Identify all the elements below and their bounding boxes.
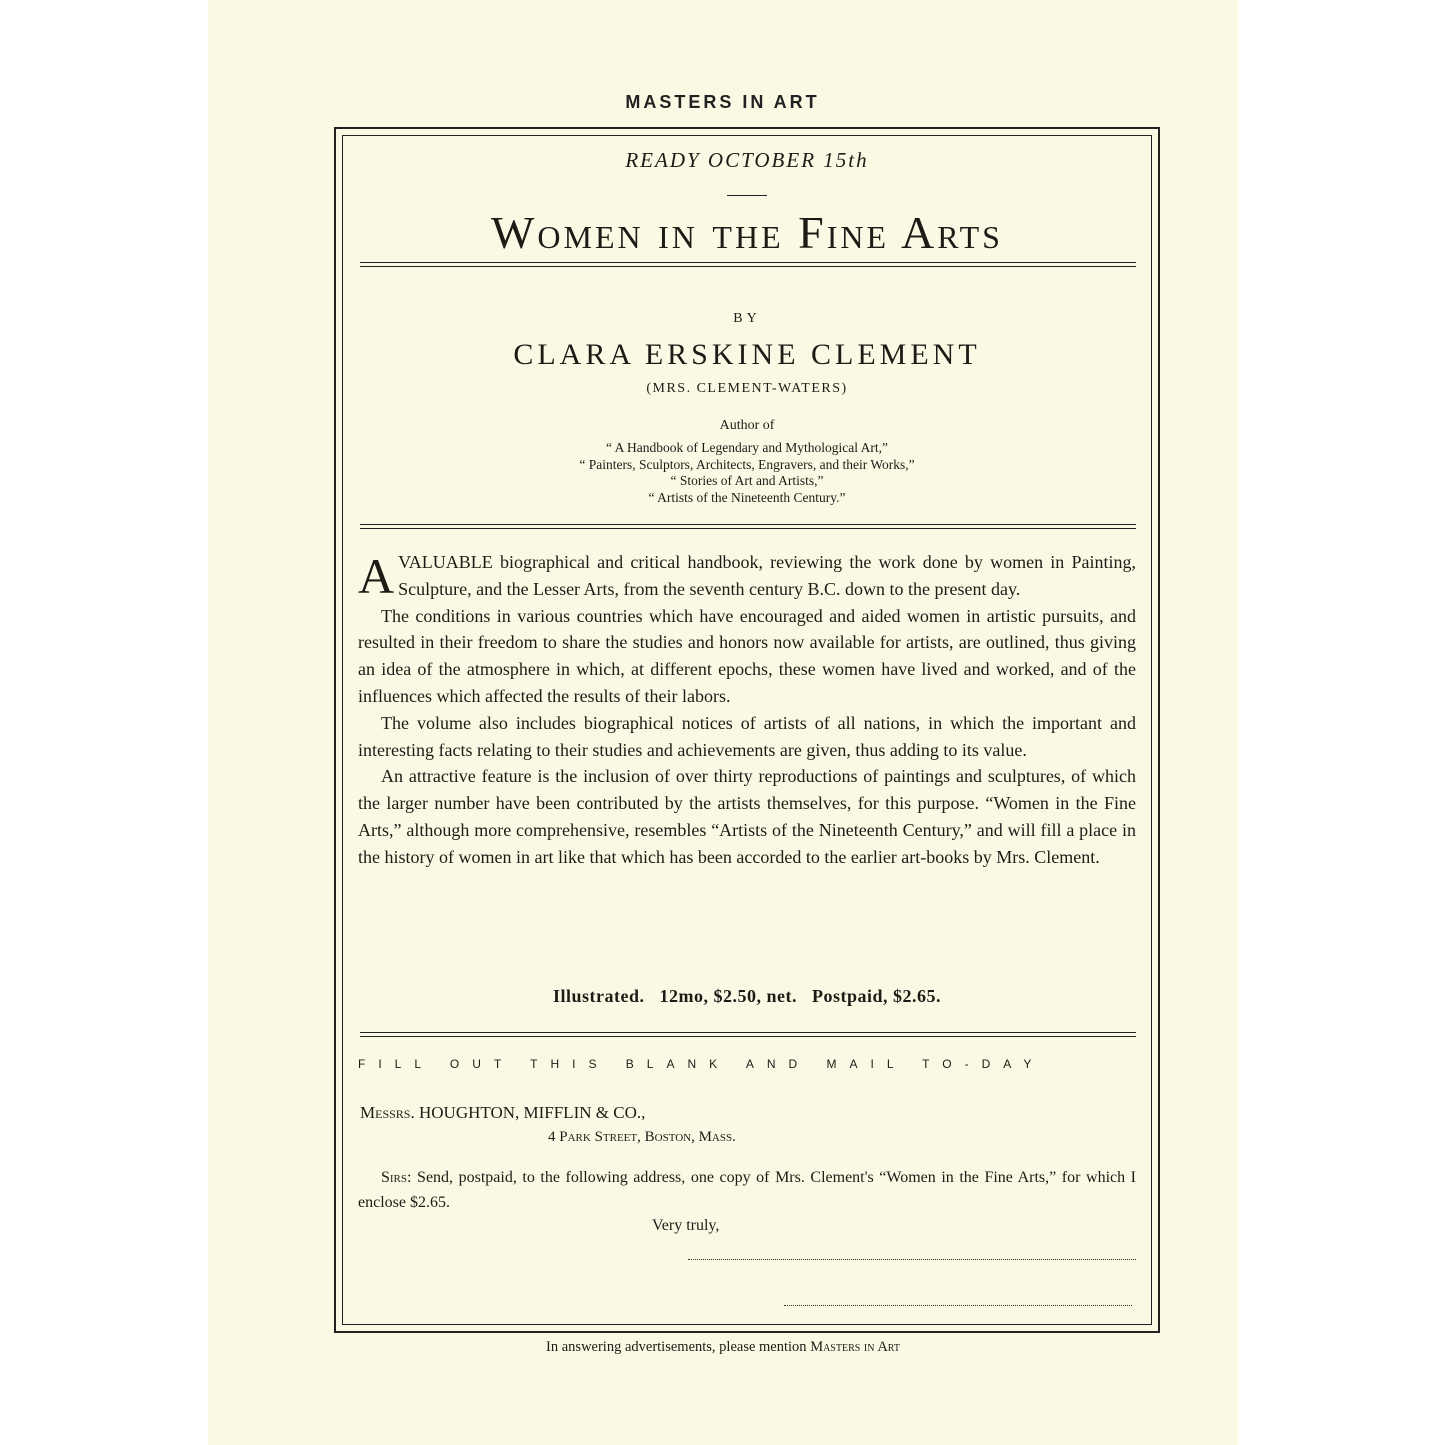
previous-work: “ Painters, Sculptors, Architects, Engravers, and their Works,” xyxy=(579,456,915,472)
closing-salutation: Very truly, xyxy=(652,1217,720,1234)
publisher-name: HOUGHTON, MIFFLIN & CO., xyxy=(418,1103,646,1122)
description-body xyxy=(358,549,1136,871)
footer-publication: Masters in Art xyxy=(810,1339,900,1355)
price-line: Illustrated. 12mo, $2.50, net. Postpaid, $2.65. xyxy=(552,986,941,1006)
page-header: MASTERS IN ART xyxy=(625,92,820,112)
previous-work: “ A Handbook of Legendary and Mythological Art,” xyxy=(606,440,888,455)
description-paragraph: The conditions in various countries which have encouraged and aided women in artistic pursuits, and resulted in their freedom to share the studies and honors now available for artists, are outlined, thus giving an idea of the atmosphere in which, at different epochs, these women have lived and worked, and of the influences which affected the results of their labors. xyxy=(358,605,1136,706)
drop-cap: A xyxy=(358,548,395,604)
short-divider xyxy=(727,195,767,196)
order-divider xyxy=(360,1032,1136,1037)
previous-works-list xyxy=(342,440,1152,506)
footer-text: In answering advertisements, please mention xyxy=(546,1339,807,1355)
footer-note xyxy=(208,1339,1238,1356)
author-of-label: Author of xyxy=(719,418,775,433)
author-name: CLARA ERSKINE CLEMENT xyxy=(513,338,981,371)
paragraph-text: biographical and critical handbook, reviewing the work done by women in Painting, Sculpture, and the Lesser Arts, from the seventh century B.C. down to the present day. xyxy=(398,552,1136,599)
book-title: Women in the Fine Arts xyxy=(491,207,1003,258)
order-body: Send, postpaid, to the following address, one copy of Mrs. Clement's “Women in the Fine Arts,” for which I enclose $2.65. xyxy=(358,1169,1137,1211)
order-form-heading: FILL OUT THIS BLANK AND MAIL TO-DAY xyxy=(358,1057,1045,1071)
description-paragraph: The volume also includes biographical notices of artists of all nations, in which the important and interesting facts relating to their studies and achievements are given, thus adding to its value. xyxy=(358,712,1136,760)
order-text xyxy=(358,1165,1136,1215)
author-alias: (MRS. CLEMENT-WATERS) xyxy=(646,381,848,396)
previous-work: “ Stories of Art and Artists,” xyxy=(670,473,824,488)
publisher-address: 4 Park Street, Boston, Mass. xyxy=(548,1129,736,1145)
name-blank-line[interactable] xyxy=(688,1259,1136,1260)
title-divider xyxy=(360,262,1136,267)
by-label: BY xyxy=(733,311,761,326)
author-divider xyxy=(360,524,1136,529)
description-paragraph: An attractive feature is the inclusion of over thirty reproductions of paintings and sculptures, of which the larger number have been contributed by the artists themselves, for this purpose. “Women in the Fine Arts,” although more comprehensive, resembles “Artists of the Nineteenth Century,” and will fill a place in the history of women in art like that which has been accorded to the earlier art-books by Mrs. Clement. xyxy=(358,766,1136,867)
address-blank-line[interactable] xyxy=(784,1305,1132,1306)
description-paragraph xyxy=(358,549,1136,603)
lead-word: VALUABLE xyxy=(398,552,493,572)
previous-work: “ Artists of the Nineteenth Century.” xyxy=(648,489,846,505)
addressee-line xyxy=(360,1103,645,1123)
messrs-label: Messrs. xyxy=(360,1103,415,1122)
ready-date-line: READY OCTOBER 15th xyxy=(625,148,869,172)
sirs-label: Sirs: xyxy=(381,1169,412,1186)
